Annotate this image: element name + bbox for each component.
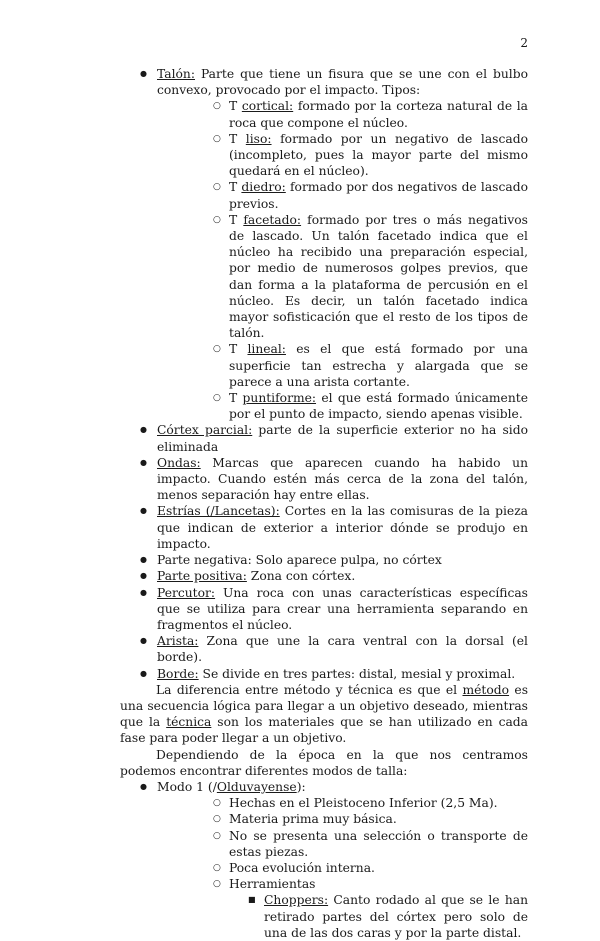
term: Parte positiva: (157, 569, 247, 584)
term: Percutor: (157, 585, 216, 600)
prefix: T (229, 99, 242, 114)
modo-1-features (157, 795, 528, 941)
definition: Parte que tiene un fisura que se une con el bulbo convexo, provocado por el impacto. Tipos: (157, 67, 528, 98)
text: La diferencia entre método y técnica es que el (156, 682, 463, 697)
list-item (194, 212, 528, 342)
term: diedro: (241, 180, 286, 195)
definition: formado por dos negativos de lascado previos. (229, 180, 528, 211)
term: Arista: (157, 634, 199, 649)
term: cortical: (241, 99, 294, 114)
list-item (194, 98, 528, 130)
list-item (120, 455, 528, 504)
list-item (194, 131, 528, 180)
prefix: T (229, 212, 244, 227)
term: puntiforme: (242, 391, 317, 406)
term: facetado: (243, 212, 302, 227)
list-item (120, 633, 528, 665)
definition: Una roca con unas características específicas que se utiliza para crear una herramienta separando en fragmentos el núcleo. (157, 585, 528, 632)
text: son los materiales que se han utilizado en cada fase para poder llegar a un objetivo. (120, 715, 529, 746)
list-item (120, 422, 528, 454)
page-body (120, 66, 528, 941)
modos-list (120, 779, 528, 941)
definition: Canto rodado al que se le han retirado partes del córtex pero solo de una de las dos caras y por la parte distal. (264, 893, 528, 940)
definition: formado por la corteza natural de la roca que compone el núcleo. (229, 99, 528, 130)
prefix: T (229, 391, 243, 406)
page-number: 2 (520, 36, 528, 50)
text: ): (296, 779, 306, 794)
term: Ondas: (157, 455, 201, 470)
list-item (194, 179, 528, 211)
term-tecnica: técnica (166, 715, 212, 730)
list-item (120, 503, 528, 552)
list-item: ○ Materia prima muy básica. (194, 811, 528, 827)
list-item-modo-1 (120, 779, 528, 941)
paragraph-modos: Dependiendo de la época en la que nos centramos podemos encontrar diferentes modos de talla: (120, 747, 528, 778)
list-item (229, 892, 528, 941)
definition: Marcas que aparecen cuando ha habido un impacto. Cuando estén más cerca de la zona del talón, menos separación hay entre ellas. (157, 455, 528, 503)
talon-types-list (157, 98, 528, 422)
prefix: T (229, 342, 248, 357)
list-item-herramientas (194, 876, 528, 941)
term-metodo: método (462, 682, 510, 697)
list-item: ○ Hechas en el Pleistoceno Inferior (2,5 Ma). (194, 795, 528, 811)
term: Olduvayense (216, 779, 297, 794)
definitions-list (120, 66, 528, 682)
term: Choppers: (264, 893, 329, 908)
term: Estrías (/Lancetas): (157, 504, 280, 519)
paragraph-metodo-tecnica (120, 682, 528, 747)
term: lineal: (247, 342, 286, 357)
list-item-talon (120, 66, 528, 422)
definition: Cortes en la las comisuras de la pieza que indican de exterior a interior dónde se produjo en impacto. (157, 504, 529, 551)
term: Parte negativa: (157, 553, 252, 568)
list-item (120, 552, 528, 568)
term: Borde: (157, 666, 199, 681)
definition: Solo aparece pulpa, no córtex (251, 553, 442, 568)
list-item (120, 666, 528, 682)
definition: Zona que une la cara ventral con la dorsal (el borde). (157, 634, 528, 665)
term: Talón: (157, 67, 195, 81)
definition: Se divide en tres partes: distal, mesial y proximal. (198, 666, 516, 681)
list-item (194, 341, 528, 390)
tools-list (194, 892, 528, 941)
definition: Zona con córtex. (246, 569, 356, 584)
text: Herramientas (229, 877, 316, 892)
list-item: ○ No se presenta una selección o transporte de estas piezas. (194, 828, 528, 860)
term: Córtex parcial: (157, 423, 253, 438)
definition: el que está formado únicamente por el punto de impacto, siendo apenas visible. (229, 391, 528, 422)
list-item (120, 585, 528, 634)
prefix: T (229, 180, 242, 195)
list-item (194, 390, 528, 422)
definition: formado por tres o más negativos de lascado. Un talón facetado indica que el núcleo ha recibido una preparación especial, por medio de numerosos golpes previos, que dan forma a la plataforma de percusión en el núcleo. Es decir, un talón facetado indica mayor sofisticación que el resto de los tipos de talón. (229, 212, 528, 341)
definition: parte de la superficie exterior no ha sido eliminada (157, 423, 528, 454)
term: liso: (245, 131, 272, 146)
text: es una secuencia lógica para llegar a un objetivo deseado, mientras que la (120, 682, 528, 730)
list-item: ○ Poca evolución interna. (194, 860, 528, 876)
definition: formado por un negativo de lascado (incompleto, pues la mayor parte del mismo quedará en el núcleo). (229, 131, 528, 179)
text: Modo 1 (/ (157, 779, 217, 794)
list-item (120, 568, 528, 584)
definition: es el que está formado por una superficie tan estrecha y alargada que se parece a una arista cortante. (229, 342, 528, 389)
prefix: T (229, 131, 246, 146)
